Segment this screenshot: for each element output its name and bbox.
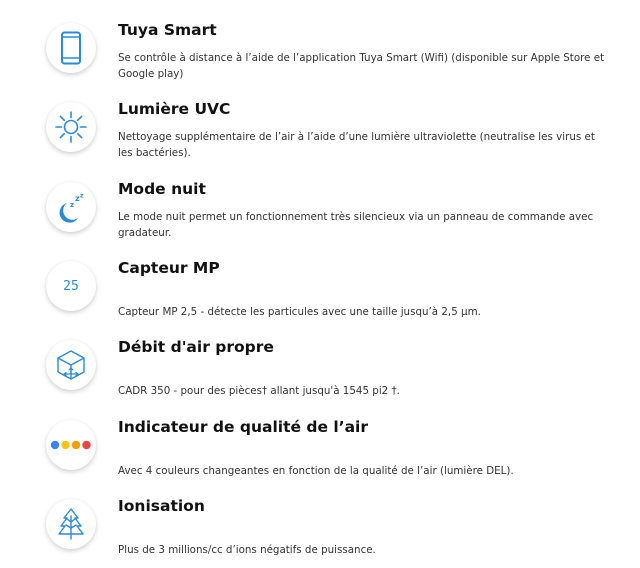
feature-uvc-light <box>0 79 640 158</box>
feature-air-quality-indicator <box>0 397 640 476</box>
feature-description: Le mode nuit permet un fonctionnement très silencieux via un panneau de commande avec gradateur. <box>118 211 594 239</box>
feature-title: Mode nuit <box>118 180 206 198</box>
svg-text:z: z <box>75 194 80 203</box>
feature-title: Lumière UVC <box>118 100 231 118</box>
smartphone-icon <box>46 23 96 73</box>
feature-description: Se contrôle à distance à l’aide de l’application Tuya Smart (Wifi) (disponible sur Apple Store et Google play) <box>118 52 605 80</box>
feature-description: Plus de 3 millions/cc d’ions négatifs de puissance. <box>118 544 376 556</box>
feature-tuya-smart <box>0 0 640 79</box>
feature-title: Capteur MP <box>118 259 220 277</box>
feature-title: Tuya Smart <box>118 21 217 39</box>
pm25-icon-label: 25 <box>63 278 79 294</box>
feature-description: Capteur MP 2,5 - détecte les particules avec une taille jusqu’à 2,5 µm. <box>118 306 481 318</box>
feature-description: CADR 350 - pour des pièces† allant jusqu'à 1545 pi2 †. <box>118 385 400 397</box>
tree-icon <box>46 499 96 549</box>
dot-yellow <box>61 441 69 449</box>
sun-icon <box>46 102 96 152</box>
moon-sleep-icon <box>46 182 96 232</box>
svg-text:z: z <box>80 192 84 200</box>
feature-description: Nettoyage supplémentaire de l’air à l’aide d’une lumière ultraviolette (neutralise les virus et les bactéries). <box>118 131 595 159</box>
feature-description: Avec 4 couleurs changeantes en fonction de la qualité de l’air (lumière DEL). <box>118 465 514 477</box>
feature-pm-sensor <box>0 238 640 317</box>
cube-airflow-icon <box>46 340 96 390</box>
pm25-icon <box>46 261 96 311</box>
feature-night-mode <box>0 159 640 238</box>
feature-ionisation <box>0 476 640 555</box>
svg-text:z: z <box>70 201 75 209</box>
color-dots-icon <box>46 420 96 470</box>
dot-red <box>82 441 90 449</box>
feature-title: Ionisation <box>118 497 205 515</box>
dot-orange <box>72 441 80 449</box>
feature-title: Indicateur de qualité de l’air <box>118 418 369 436</box>
dot-blue <box>51 441 59 449</box>
feature-title: Débit d'air propre <box>118 338 274 356</box>
feature-clean-air-delivery <box>0 317 640 396</box>
